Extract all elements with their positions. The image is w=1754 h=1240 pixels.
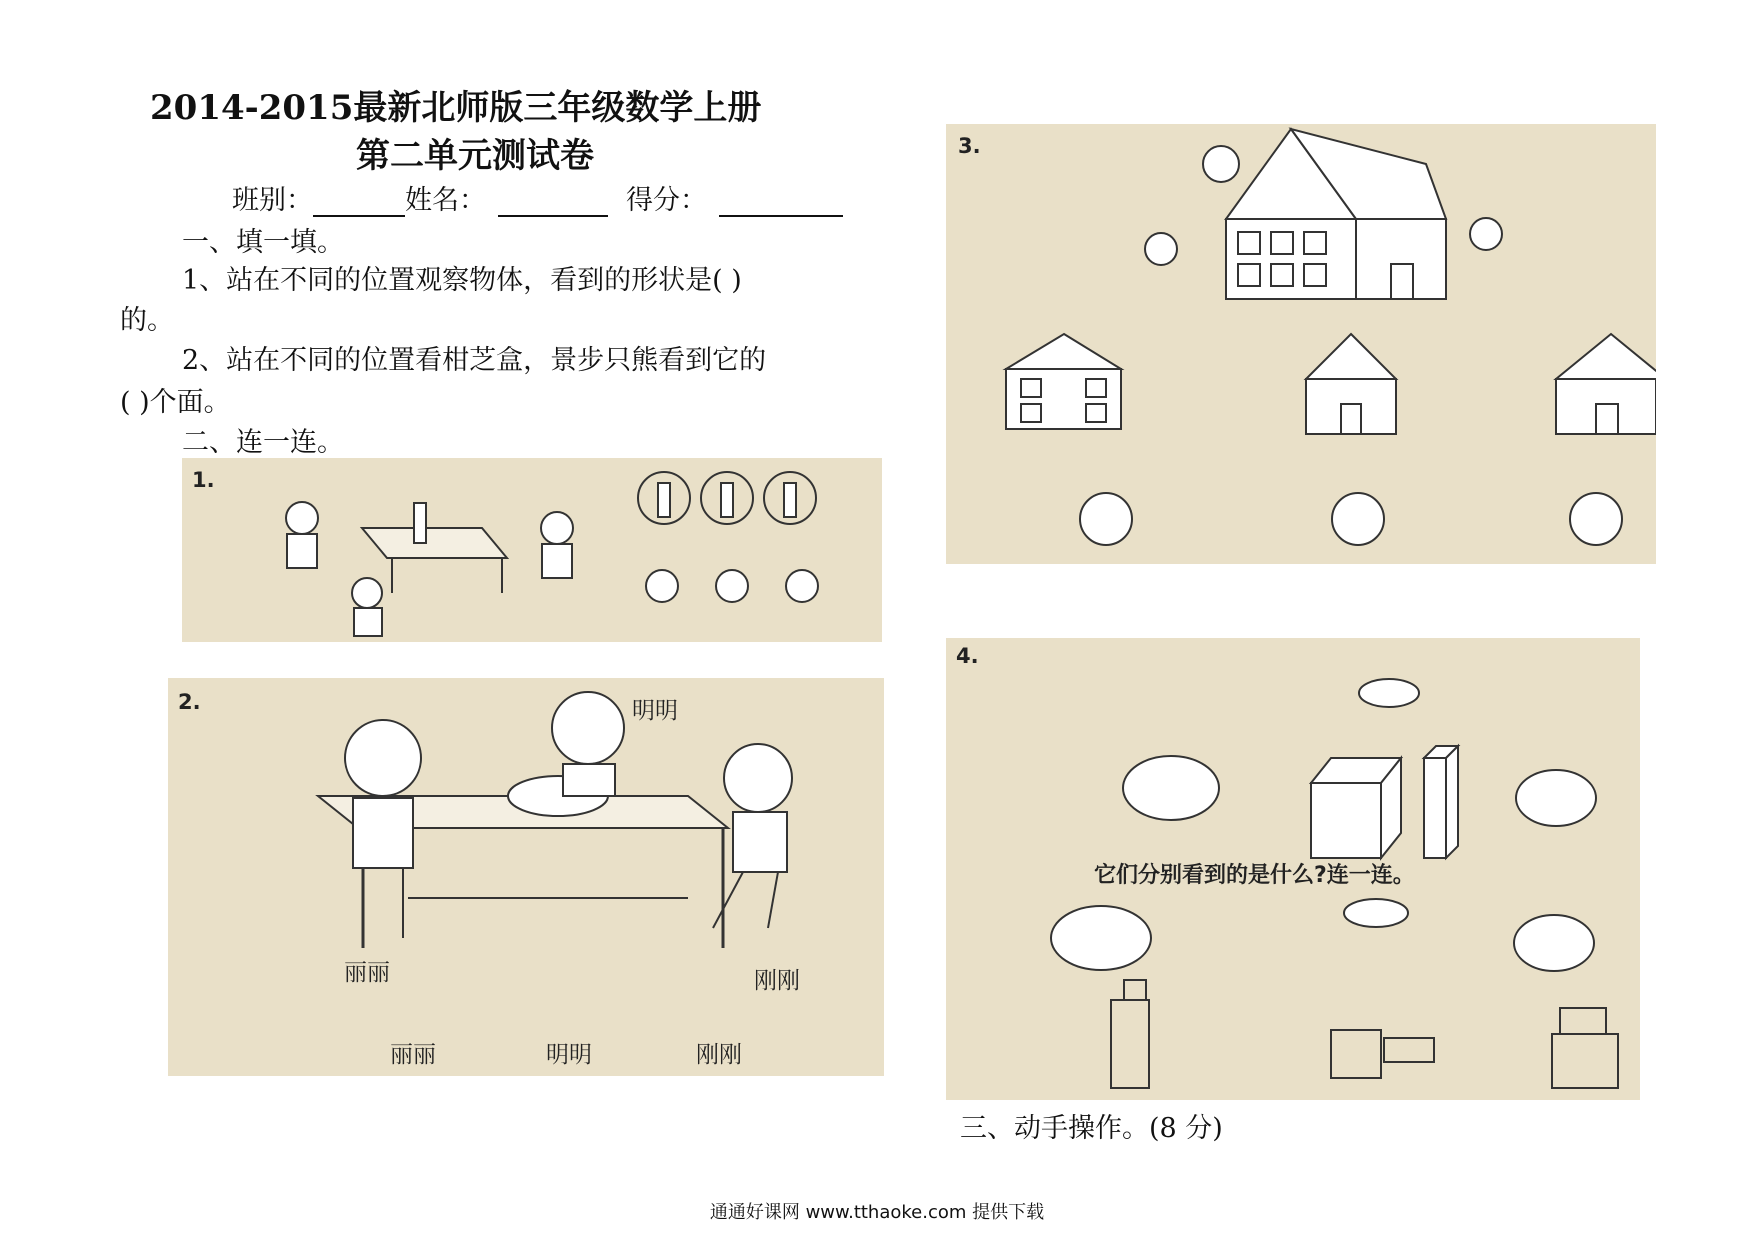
document-title: 2014-2015最新北师版三年级数学上册	[150, 88, 762, 128]
label-mingming-top: 明明	[632, 698, 678, 724]
section1-heading: 一、填一填。	[182, 227, 344, 258]
label-mingming-bottom: 明明	[546, 1042, 592, 1068]
figure-1	[182, 458, 882, 642]
figure-3-number: 3.	[958, 134, 981, 158]
score-label: 得分：	[626, 185, 707, 216]
class-label: 班别：	[232, 185, 313, 216]
name-label: 姓名：	[405, 185, 486, 216]
footer-text: 通通好课网 www.tthaoke.com 提供下载	[709, 1202, 1045, 1223]
label-lili-bottom: 丽丽	[390, 1042, 436, 1068]
figure-2-number: 2.	[178, 690, 201, 714]
q1-line2: 的。	[120, 305, 174, 336]
score-blank[interactable]	[719, 185, 843, 217]
figure-1-illustration	[182, 458, 882, 642]
q2-line2: ( )个面。	[120, 387, 231, 418]
label-lili-left: 丽丽	[344, 960, 390, 986]
class-blank[interactable]	[313, 185, 405, 217]
figure-4	[946, 638, 1640, 1100]
label-ganggang-bottom: 刚刚	[696, 1042, 742, 1068]
figure-4-number: 4.	[956, 644, 979, 668]
figure-4-prompt: 它们分别看到的是什么?连一连。	[1094, 863, 1415, 888]
q2-line1: 2、站在不同的位置看柑芝盒，景步只熊看到它的	[182, 345, 767, 376]
figure-3-illustration	[946, 124, 1656, 564]
figure-2-illustration	[168, 678, 884, 1076]
figure-1-number: 1.	[192, 468, 215, 492]
figure-3	[946, 124, 1656, 564]
label-ganggang-right: 刚刚	[754, 968, 800, 994]
name-blank[interactable]	[498, 185, 608, 217]
q1-line1: 1、站在不同的位置观察物体，看到的形状是( )	[182, 265, 742, 296]
info-line	[232, 178, 843, 217]
document-subtitle: 第二单元测试卷	[356, 136, 594, 176]
figure-2	[168, 678, 884, 1076]
section2-heading: 二、连一连。	[182, 427, 344, 458]
section3-heading: 三、动手操作。(8 分)	[960, 1113, 1223, 1144]
